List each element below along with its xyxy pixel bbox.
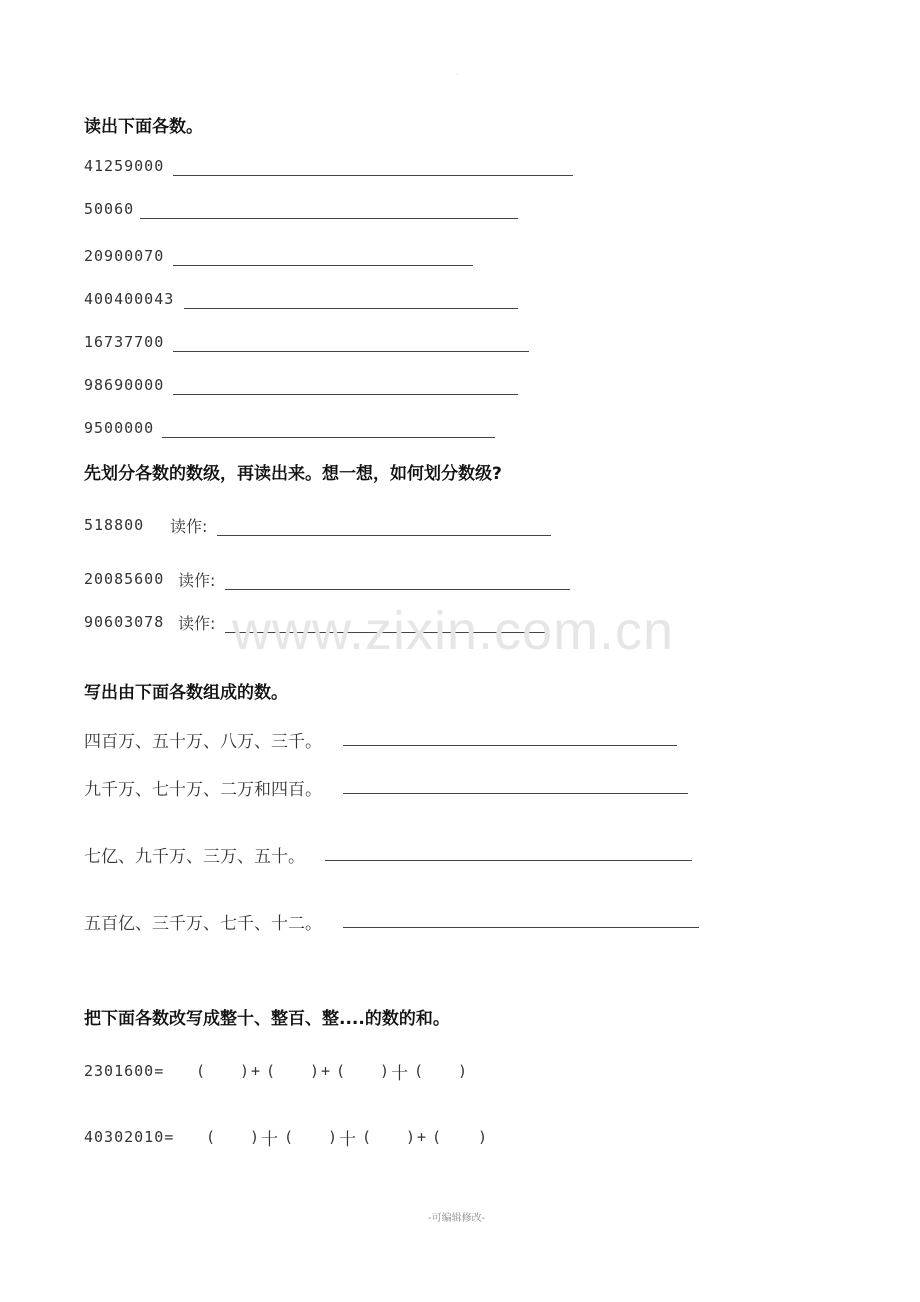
number-item: 50060	[84, 200, 135, 218]
composition-item: 四百万、五十万、八万、三千。	[84, 732, 322, 752]
blank-close: )	[458, 1062, 469, 1080]
number-item: 90603078	[84, 613, 165, 631]
plus-sign-cjk: 十	[391, 1064, 408, 1084]
answer-line[interactable]	[173, 175, 573, 176]
composition-item: 七亿、九千万、三万、五十。	[84, 847, 305, 867]
blank-close: )	[328, 1128, 339, 1146]
answer-line[interactable]	[173, 351, 529, 352]
number-item: 20900070	[84, 247, 165, 265]
composition-item: 九千万、七十万、二万和四百。	[84, 780, 322, 800]
read-as-label: 读作:	[170, 517, 208, 536]
answer-line[interactable]	[217, 535, 551, 536]
read-as-label: 读作:	[178, 571, 216, 590]
answer-line[interactable]	[173, 394, 518, 395]
number-item: 518800	[84, 516, 145, 534]
blank-open: (	[206, 1128, 217, 1146]
number-item: 400400043	[84, 290, 175, 308]
blank-open: (	[362, 1128, 373, 1146]
blank-close: )	[250, 1128, 261, 1146]
blank-open: (	[266, 1062, 277, 1080]
blank-close: )	[406, 1128, 417, 1146]
decomposition-left: 2301600=	[84, 1062, 165, 1080]
number-item: 41259000	[84, 157, 165, 175]
blank-open: (	[414, 1062, 425, 1080]
answer-line[interactable]	[140, 218, 518, 219]
plus-sign-cjk: 十	[261, 1130, 278, 1150]
answer-line[interactable]	[173, 265, 473, 266]
header-mark: ·	[456, 70, 459, 79]
page-footer: -可编辑修改-	[428, 1213, 486, 1224]
plus-sign-cjk: 十	[339, 1130, 356, 1150]
blank-open: (	[336, 1062, 347, 1080]
blank-close: )	[240, 1062, 251, 1080]
answer-line[interactable]	[225, 589, 570, 590]
section-1-title: 读出下面各数。	[84, 117, 203, 137]
answer-line[interactable]	[343, 745, 677, 746]
blank-close: )	[310, 1062, 321, 1080]
composition-item: 五百亿、三千万、七千、十二。	[84, 914, 322, 934]
decomposition-left: 40302010=	[84, 1128, 175, 1146]
blank-close: )	[478, 1128, 489, 1146]
plus-sign: +	[251, 1062, 262, 1080]
blank-close: )	[380, 1062, 391, 1080]
section-2-title: 先划分各数的数级，再读出来。想一想，如何划分数级?	[84, 464, 502, 484]
plus-sign: +	[321, 1062, 332, 1080]
plus-sign: +	[417, 1128, 428, 1146]
blank-open: (	[284, 1128, 295, 1146]
answer-line[interactable]	[343, 793, 688, 794]
number-item: 16737700	[84, 333, 165, 351]
answer-line[interactable]	[184, 308, 518, 309]
number-item: 20085600	[84, 570, 165, 588]
answer-line[interactable]	[343, 927, 699, 928]
watermark: www.zixin.com.cn	[232, 601, 675, 661]
blank-open: (	[196, 1062, 207, 1080]
section-4-title: 把下面各数改写成整十、整百、整....的数的和。	[84, 1009, 450, 1029]
number-item: 9500000	[84, 419, 155, 437]
read-as-label: 读作:	[178, 614, 216, 633]
answer-line[interactable]	[162, 437, 495, 438]
answer-line[interactable]	[325, 860, 692, 861]
number-item: 98690000	[84, 376, 165, 394]
section-3-title: 写出由下面各数组成的数。	[84, 683, 288, 703]
blank-open: (	[432, 1128, 443, 1146]
